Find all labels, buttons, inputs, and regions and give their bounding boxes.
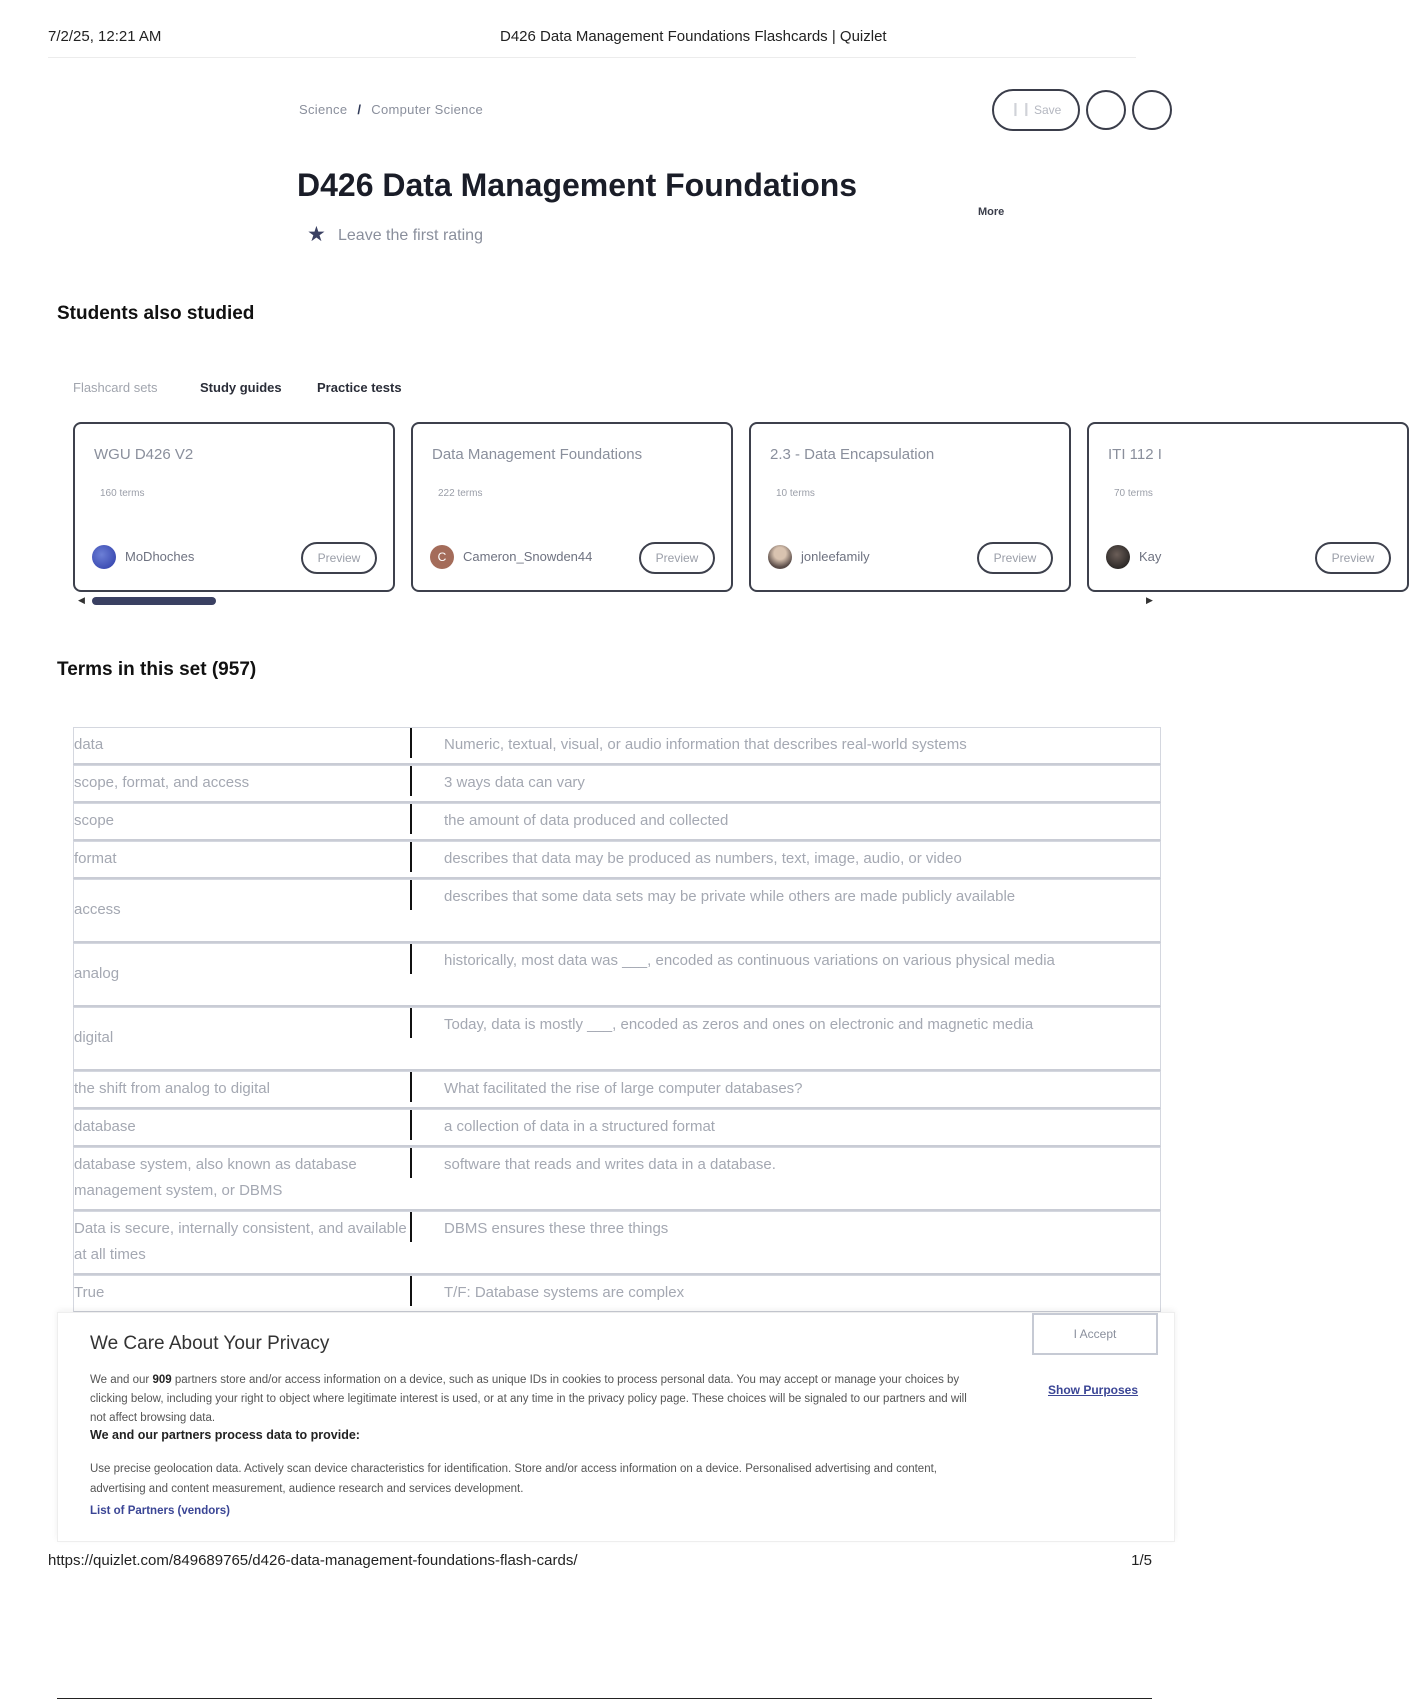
definition-cell: the amount of data produced and collected: [410, 804, 1160, 834]
study-set-carousel: [73, 422, 1375, 594]
card-term-count: 10 terms: [776, 488, 815, 499]
table-row: [73, 841, 1161, 879]
privacy-body-suffix: partners store and/or access information on a device, such as unique IDs in cookies to process personal data. You may accept or manage your choices by clicking below, including your right to object where legitimate interest is used, or at any time in the privacy policy page. These choices will be signaled to our partners and will not affect browsing data.: [90, 1374, 967, 1424]
print-date: 7/2/25, 12:21 AM: [48, 28, 162, 45]
card-username[interactable]: Cameron_Snowden44: [463, 549, 593, 564]
term-cell: data: [74, 736, 104, 753]
definition-cell: T/F: Database systems are complex: [410, 1276, 1160, 1306]
scroll-right-arrow-icon[interactable]: ▶: [1146, 595, 1153, 605]
scroll-left-arrow-icon[interactable]: ◀: [78, 595, 85, 605]
table-row: [73, 1007, 1161, 1071]
preview-button[interactable]: Preview: [301, 542, 377, 574]
definition-cell: a collection of data in a structured format: [410, 1110, 1160, 1140]
term-cell: scope, format, and access: [74, 774, 250, 791]
breadcrumb-separator: /: [357, 102, 362, 117]
header-divider: [48, 57, 1136, 58]
definition-cell: historically, most data was ___, encoded as continuous variations on various physical media: [410, 944, 1160, 974]
students-also-studied-heading: Students also studied: [57, 303, 255, 324]
breadcrumb: [299, 102, 483, 117]
study-set-card[interactable]: [73, 422, 395, 592]
card-title: WGU D426 V2: [94, 446, 194, 463]
partners-count: 909: [152, 1374, 172, 1386]
definition-cell: What facilitated the rise of large computer databases?: [410, 1072, 1160, 1102]
table-row: [73, 1109, 1161, 1147]
definition-cell: DBMS ensures these three things: [410, 1212, 1160, 1242]
breadcrumb-item-computer-science[interactable]: Computer Science: [371, 102, 484, 117]
privacy-purposes: Use precise geolocation data. Actively scan device characteristics for identification. Store and/or access information on a device. Personalised advertising and content, advertising and content measurement, audience research and services development.: [90, 1463, 937, 1495]
table-row: [73, 943, 1161, 1007]
card-title: ITI 112 I: [1108, 446, 1162, 463]
definition-cell: Today, data is mostly ___, encoded as zeros and ones on electronic and magnetic media: [410, 1008, 1160, 1038]
term-cell: database system, also known as database management system, or DBMS: [74, 1156, 357, 1199]
bottom-divider: [57, 1698, 1152, 1699]
table-row: [73, 727, 1161, 765]
table-row: [73, 803, 1161, 841]
privacy-subheading: We and our partners process data to provide:: [90, 1428, 360, 1442]
definition-cell: describes that some data sets may be private while others are made publicly available: [410, 880, 1160, 910]
definition-cell: describes that data may be produced as numbers, text, image, audio, or video: [410, 842, 1160, 872]
privacy-title: We Care About Your Privacy: [90, 1333, 330, 1354]
definition-cell: 3 ways data can vary: [410, 766, 1160, 796]
page-title: D426 Data Management Foundations: [297, 167, 858, 203]
tab-flashcard-sets[interactable]: Flashcard sets: [73, 380, 158, 395]
partners-list-link[interactable]: List of Partners (vendors): [90, 1505, 230, 1517]
card-title: Data Management Foundations: [432, 446, 643, 463]
more-label: More: [978, 206, 1005, 218]
definition-cell: Numeric, textual, visual, or audio information that describes real-world systems: [410, 728, 1160, 758]
table-row: [73, 765, 1161, 803]
term-cell: database: [74, 1118, 136, 1135]
term-cell: format: [74, 850, 117, 867]
card-username[interactable]: MoDhoches: [125, 549, 195, 564]
show-purposes-link[interactable]: Show Purposes: [1048, 1383, 1139, 1397]
term-cell: scope: [74, 812, 115, 829]
term-cell: access: [74, 901, 121, 918]
avatar: [1106, 545, 1130, 569]
print-header: [48, 28, 1152, 52]
tab-practice-tests[interactable]: Practice tests: [317, 380, 402, 395]
table-row: [73, 1071, 1161, 1109]
study-set-card[interactable]: [411, 422, 733, 592]
definition-cell: software that reads and writes data in a database.: [410, 1148, 1160, 1178]
privacy-body-prefix: We and our: [90, 1374, 153, 1386]
share-button[interactable]: [1086, 90, 1126, 130]
preview-button[interactable]: Preview: [639, 542, 715, 574]
save-button[interactable]: [992, 89, 1080, 131]
study-set-card[interactable]: [1087, 422, 1409, 592]
carousel-scrollbar[interactable]: [92, 597, 216, 605]
card-username[interactable]: jonleefamily: [801, 549, 870, 564]
card-term-count: 160 terms: [100, 488, 145, 499]
table-row: [73, 879, 1161, 943]
rating-link[interactable]: Leave the first rating: [338, 227, 483, 244]
term-cell: digital: [74, 1029, 114, 1046]
term-cell: analog: [74, 965, 120, 982]
page-number: 1/5: [1131, 1552, 1152, 1569]
avatar: [768, 545, 792, 569]
more-button[interactable]: [1132, 90, 1172, 130]
tab-study-guides[interactable]: Study guides: [200, 380, 282, 395]
card-term-count: 70 terms: [1114, 488, 1153, 499]
bookmark-icon: ❙❙: [1010, 101, 1032, 116]
breadcrumb-item-science[interactable]: Science: [299, 102, 348, 117]
preview-button[interactable]: Preview: [1315, 542, 1391, 574]
term-cell: the shift from analog to digital: [74, 1080, 270, 1097]
table-row: [73, 1211, 1161, 1275]
card-username[interactable]: Kay: [1139, 549, 1162, 564]
terms-heading: Terms in this set (957): [57, 659, 257, 680]
privacy-banner: [57, 1312, 1175, 1542]
card-title: 2.3 - Data Encapsulation: [770, 446, 935, 463]
term-cell: True: [74, 1284, 105, 1301]
avatar: C: [430, 545, 454, 569]
preview-button[interactable]: Preview: [977, 542, 1053, 574]
star-icon[interactable]: ★: [307, 223, 326, 246]
accept-button[interactable]: I Accept: [1032, 1313, 1158, 1355]
table-row: [73, 1275, 1161, 1313]
privacy-body: [90, 1371, 980, 1428]
study-set-card[interactable]: [749, 422, 1071, 592]
save-button-label: Save: [1034, 103, 1062, 117]
term-cell: Data is secure, internally consistent, and available at all times: [74, 1220, 407, 1263]
terms-table: [73, 727, 1161, 1313]
card-term-count: 222 terms: [438, 488, 483, 499]
print-document-title: D426 Data Management Foundations Flashcards | Quizlet: [500, 28, 887, 45]
table-row: [73, 1147, 1161, 1211]
avatar: [92, 545, 116, 569]
page-url: https://quizlet.com/849689765/d426-data-management-foundations-flash-cards/: [48, 1552, 578, 1569]
